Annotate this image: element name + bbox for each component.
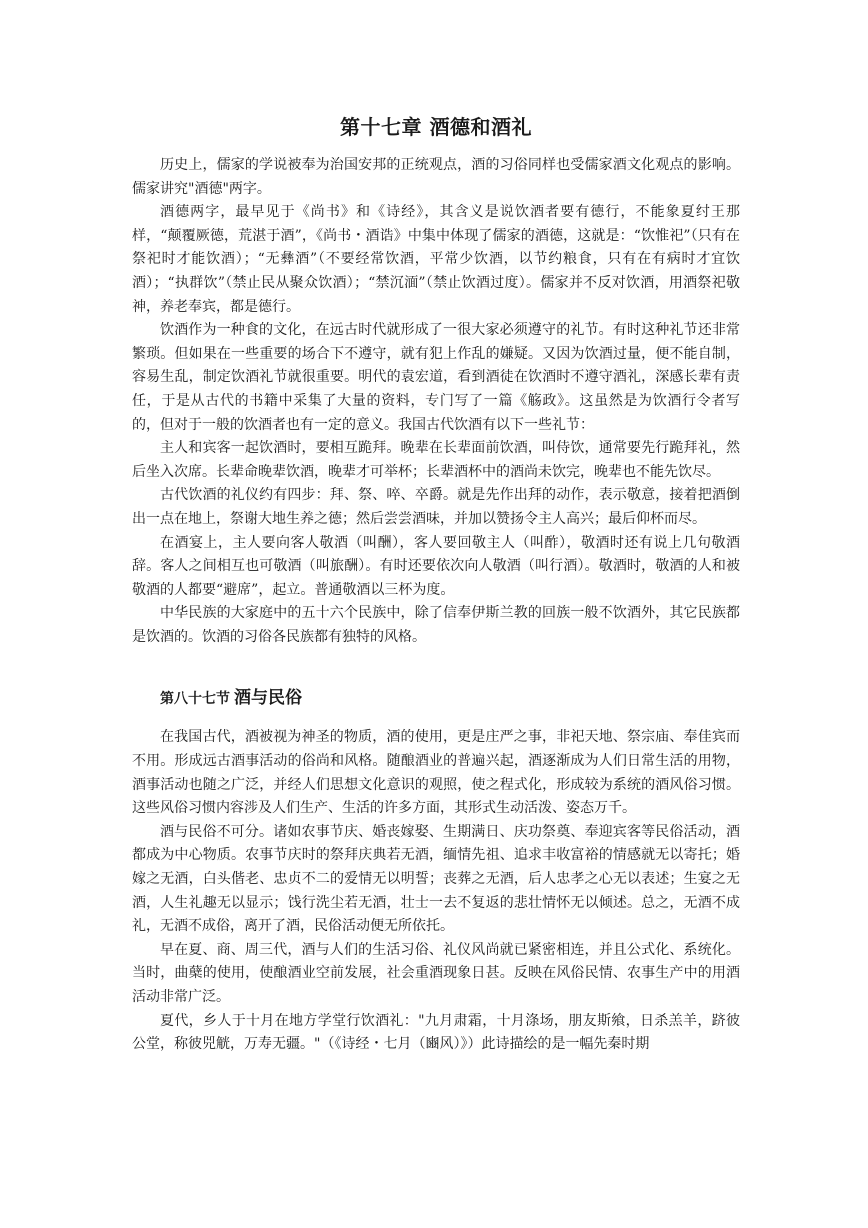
chapter-paragraph: 历史上，儒家的学说被奉为治国安邦的正统观点，酒的习俗同样也受儒家酒文化观点的影响。儒家讲究"酒德"两字。	[132, 157, 740, 197]
chapter-paragraph: 主人和宾客一起饮酒时，要相互跪拜。晚辈在长辈面前饮酒，叫侍饮，通常要先行跪拜礼，然后坐入次席。长辈命晚辈饮酒，晚辈才可举杯；长辈酒杯中的酒尚未饮完，晚辈也不能先饮尽。	[132, 440, 740, 480]
chapter-body	[132, 154, 740, 649]
chapter-paragraph: 在酒宴上，主人要向客人敬酒（叫酬），客人要回敬主人（叫酢），敬酒时还有说上几句敬酒辞。客人之间相互也可敬酒（叫旅酬）。有时还要依次向人敬酒（叫行酒）。敬酒时，敬酒的人和被敬酒的人都要“避席”，起立。普通敬酒以三杯为度。	[132, 534, 740, 598]
chapter-paragraph: 饮酒作为一种食的文化，在远古时代就形成了一很大家必须遵守的礼节。有时这种礼节还非常繁琐。但如果在一些重要的场合下不遵守，就有犯上作乱的嫌疑。又因为饮酒过量，便不能自制，容易生乱，制定饮酒礼节就很重要。明代的袁宏道，看到酒徒在饮酒时不遵守酒礼，深感长辈有责任，于是从古代的书籍中采集了大量的资料，专门写了一篇《觞政》。这虽然是为饮酒行令者写的，但对于一般的饮酒者也有一定的意义。我国古代饮酒有以下一些礼节：	[132, 322, 740, 433]
section-paragraph: 夏代，乡人于十月在地方学堂行饮酒礼："九月肃霜，十月涤场，朋友斯飨，日杀羔羊，跻彼公堂，称彼兕觥，万寿无疆。"（《诗经・七月（豳风）》）此诗描绘的是一幅先秦时期	[132, 1012, 740, 1053]
section-number: 第八十七节	[160, 691, 230, 708]
section-paragraph: 早在夏、商、周三代，酒与人们的生活习俗、礼仪风尚就已紧密相连，并且公式化、系统化。当时，曲蘖的使用，使酿酒业空前发展，社会重酒现象日甚。反映在风俗民情、农事生产中的用酒活动非常广泛。	[132, 941, 740, 1005]
section-paragraph: 在我国古代，酒被视为神圣的物质，酒的使用，更是庄严之事，非祀天地、祭宗庙、奉佳宾而不用。形成远古酒事活动的俗尚和风格。随酿酒业的普遍兴起，酒逐渐成为人们日常生活的用物，酒事活动也随之广泛，并经人们思想文化意识的观照，使之程式化，形成较为系统的酒风俗习惯。这些风俗习惯内容涉及人们生产、生活的许多方面，其形式生动活泼、姿态万千。	[132, 729, 740, 817]
section-name: 酒与民俗	[234, 688, 302, 709]
section-body	[132, 726, 740, 1056]
chapter-title: 第十七章 酒德和酒礼	[340, 115, 532, 139]
chapter-paragraph: 古代饮酒的礼仪约有四步：拜、祭、啐、卒爵。就是先作出拜的动作，表示敬意，接着把酒倒出一点在地上，祭谢大地生养之德；然后尝尝酒味，并加以赞扬令主人高兴；最后仰杯而尽。	[132, 487, 740, 527]
section-paragraph: 酒与民俗不可分。诸如农事节庆、婚丧嫁娶、生期满日、庆功祭奠、奉迎宾客等民俗活动，酒都成为中心物质。农事节庆时的祭拜庆典若无酒，缅情先祖、追求丰收富裕的情感就无以寄托；婚嫁之无酒，白头偕老、忠贞不二的爱情无以明誓；丧葬之无酒，后人忠孝之心无以表述；生宴之无酒，人生礼趣无以显示；饯行洗尘若无酒，壮士一去不复返的悲壮情怀无以倾述。总之，无酒不成礼，无酒不成俗，离开了酒，民俗活动便无所依托。	[132, 823, 740, 935]
section-heading	[160, 685, 740, 712]
chapter-paragraph: 酒德两字，最早见于《尚书》和《诗经》，其含义是说饮酒者要有德行，不能象夏纣王那样，“颠覆厥德，荒湛于酒”，《尚书・酒诰》中集中体现了儒家的酒德，这就是：“饮惟祀”（只有在祭祀时才能饮酒）；“无彝酒”（不要经常饮酒，平常少饮酒，以节约粮食，只有在有病时才宜饮酒）；“执群饮”（禁止民从聚众饮酒）；“禁沉湎”（禁止饮酒过度）。儒家并不反对饮酒，用酒祭祀敬神，养老奉宾，都是德行。	[132, 204, 740, 315]
chapter-paragraph: 中华民族的大家庭中的五十六个民族中，除了信奉伊斯兰教的回族一般不饮酒外，其它民族都是饮酒的。饮酒的习俗各民族都有独特的风格。	[132, 605, 740, 645]
